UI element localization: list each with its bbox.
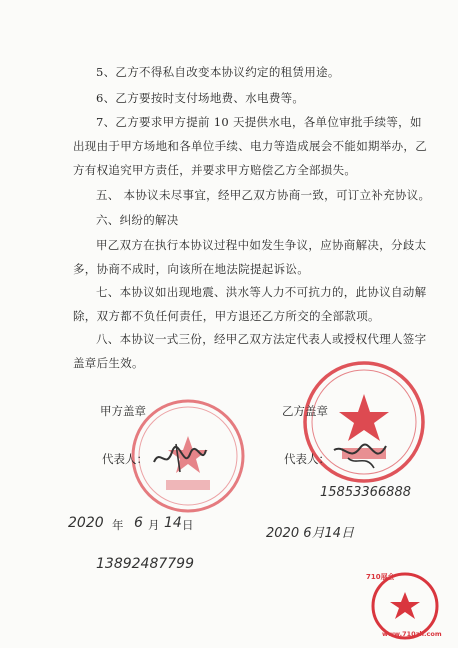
date-a-ri: 日 — [182, 518, 194, 532]
date-b: 2020 6月14日 — [266, 526, 355, 541]
date-a-day: 14 — [164, 515, 182, 531]
article-6-body: 甲乙双方在执行本协议过程中如发生争议，应协商解决，分歧太多，协商不成时，向该所在地法院提起诉讼。 — [73, 238, 427, 276]
rep-b-signature — [330, 438, 390, 476]
party-b-phone: 15853366888 — [320, 485, 411, 500]
article-8: 八、本协议一式三份，经甲乙双方法定代表人或授权代理人签字盖章后生效。 — [73, 332, 427, 370]
clause-7: 7、乙方要求甲方提前 10 天提供水电，各单位审批手续等，如出现由于甲方场地和各单位手续、电力等造成展会不能如期举办，乙方有权追究甲方责任，并要求甲方赔偿乙方全部损失。 — [73, 115, 427, 177]
article-7: 七、本协议如出现地震、洪水等人力不可抗力的，此协议自动解除，双方都不负任何责任，甲方退还乙方所交的全部款项。 — [73, 285, 427, 323]
rep-a-signature — [150, 440, 210, 476]
party-a-seal-label: 甲方盖章 — [100, 404, 146, 418]
rep-a-label: 代表人： — [102, 452, 148, 466]
date-a-nian: 年 — [112, 518, 124, 532]
date-a-year: 2020 — [68, 515, 104, 531]
watermark-site: www.710zh.com — [382, 630, 442, 638]
party-a-phone: 13892487799 — [96, 556, 194, 572]
clause-5: 5、乙方不得私自改变本协议约定的租赁用途。 — [96, 65, 340, 79]
date-a-month: 6 — [134, 515, 143, 531]
article-5: 五、 本协议未尽事宜，经甲乙双方协商一致，可订立补充协议。 — [96, 188, 431, 202]
article-6-heading: 六、纠纷的解决 — [96, 213, 179, 227]
party-b-seal-label: 乙方盖章 — [282, 404, 328, 418]
rep-b-label: 代表人： — [284, 452, 330, 466]
watermark-org: 710展会 — [366, 573, 395, 581]
date-a-yue: 月 — [148, 518, 160, 532]
clause-6: 6、乙方要按时支付场地费、水电费等。 — [96, 91, 305, 105]
